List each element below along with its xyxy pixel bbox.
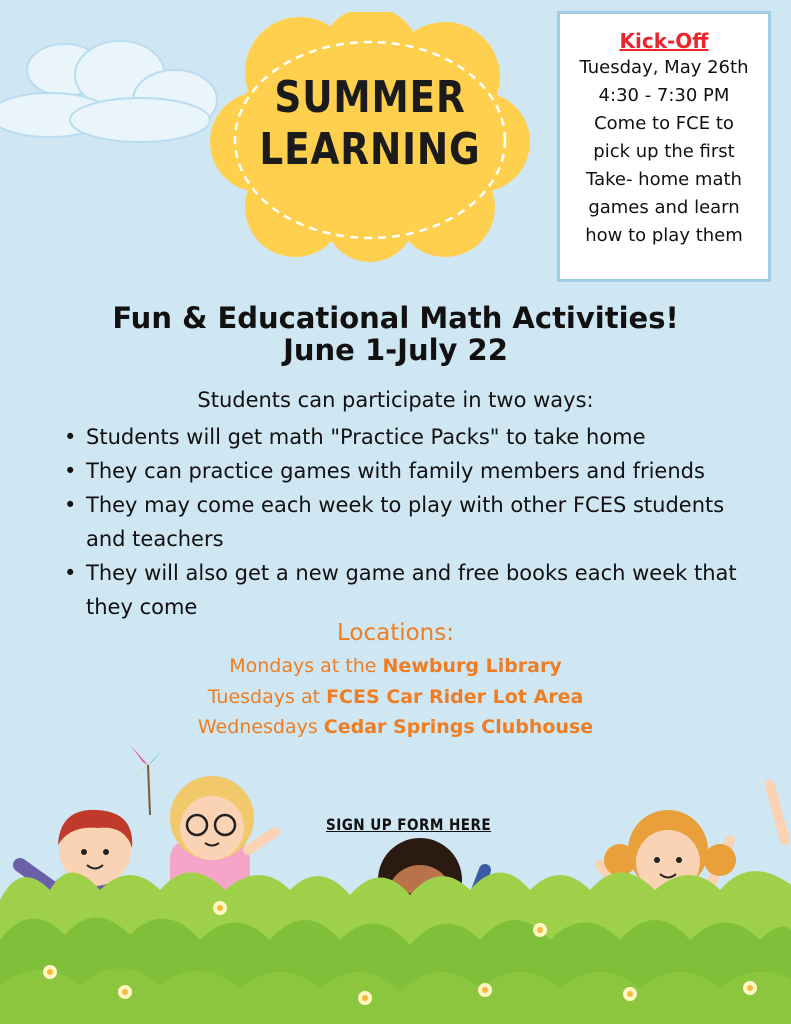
location-wednesday: [0, 716, 791, 738]
kickoff-line: Come to FCE to: [594, 113, 734, 134]
kickoff-line: 4:30 - 7:30 PM: [598, 85, 730, 106]
location-monday: [0, 655, 791, 677]
main-heading: [0, 302, 791, 366]
kickoff-line: how to play them: [585, 225, 743, 246]
list-item: • They will also get a new game and free books each week that they come: [62, 556, 762, 624]
location-place: Newburg Library: [382, 655, 562, 677]
list-item: • They may come each week to play with other FCES students and teachers: [62, 488, 762, 556]
intro-text: Students can participate in two ways:: [197, 388, 594, 412]
kickoff-line: games and learn: [588, 197, 740, 218]
list-item: • Students will get math "Practice Packs" to take home: [62, 420, 762, 454]
signup-form-link[interactable]: SIGN UP FORM HERE: [326, 815, 492, 834]
activity-list: [62, 420, 762, 624]
kickoff-line: pick up the first: [593, 141, 735, 162]
kickoff-title: Kick-Off: [619, 29, 709, 53]
location-place: FCES Car Rider Lot Area: [326, 686, 584, 708]
kickoff-line: Take- home math: [586, 169, 742, 190]
kids-in-grass-illustration: [0, 740, 791, 1024]
grass-hedge: [0, 871, 791, 1024]
locations-title: Locations:: [336, 620, 454, 646]
badge-line-1: SUMMER: [274, 72, 466, 123]
list-item: • They can practice games with family members and friends: [62, 454, 762, 488]
badge-title: [230, 72, 511, 176]
location-day: Tuesdays at: [207, 686, 327, 708]
location-day: Mondays at the: [229, 655, 383, 677]
pinwheel-icon: [128, 745, 168, 815]
location-tuesday: [0, 686, 791, 708]
summer-learning-badge: [205, 12, 535, 262]
kickoff-line: Tuesday, May 26th: [579, 57, 749, 78]
heading-line-2: June 1-July 22: [283, 333, 508, 367]
badge-line-2: LEARNING: [259, 124, 481, 175]
heading-line-1: Fun & Educational Math Activities!: [112, 301, 679, 335]
location-place: Cedar Springs Clubhouse: [323, 716, 594, 738]
location-day: Wednesdays: [197, 716, 324, 738]
kickoff-box: [557, 11, 771, 282]
